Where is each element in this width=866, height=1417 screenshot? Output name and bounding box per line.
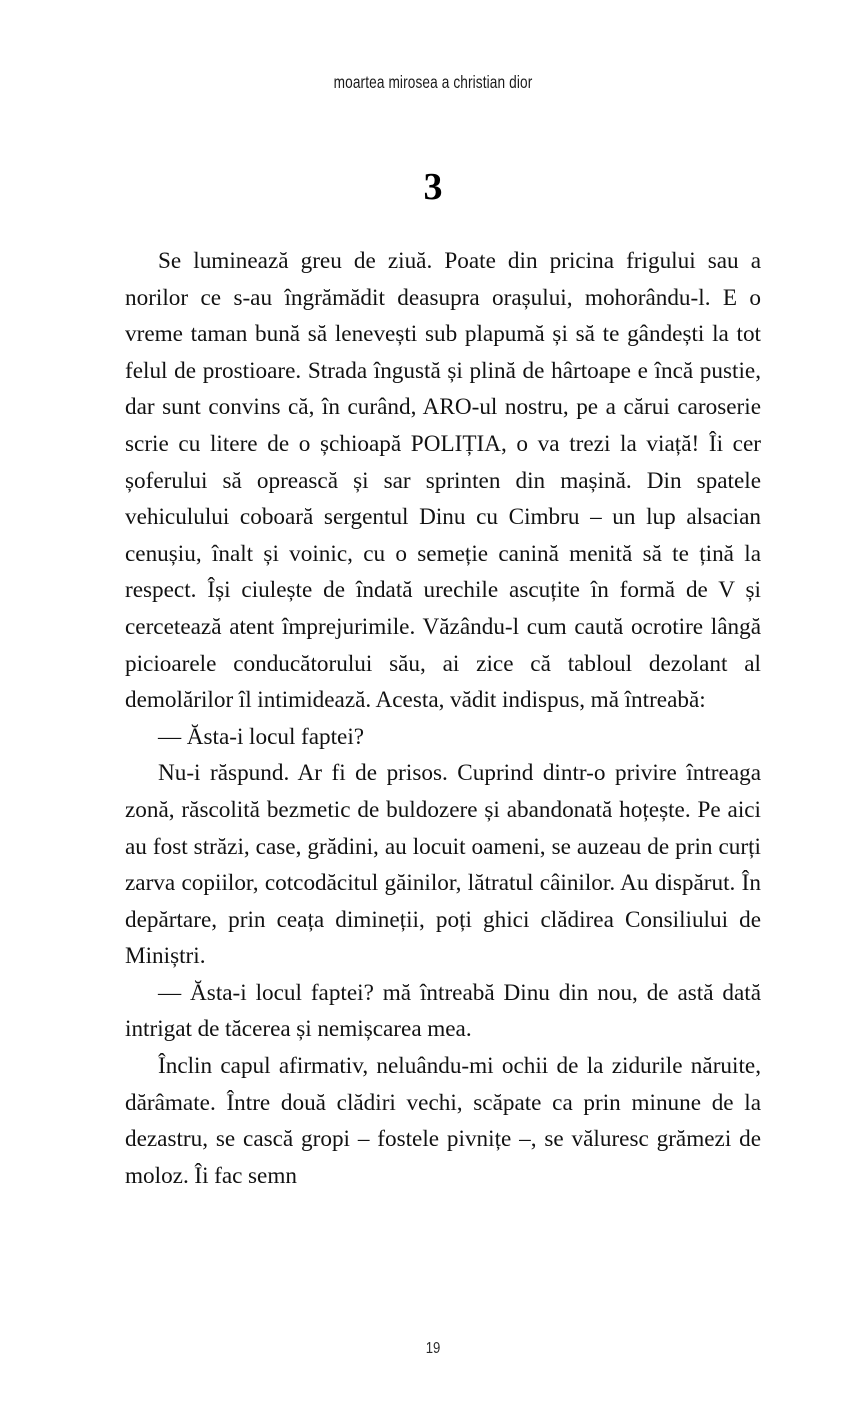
paragraph-dialogue: — Ăsta-i locul faptei? mă întreabă Dinu din nou, de astă dată intrigat de tăcerea și nemișcarea mea. xyxy=(125,979,761,1043)
paragraph: Înclin capul afirmativ, neluându-mi ochii de la zidurile năruite, dărâmate. Între două clădiri vechi, scăpate ca prin minune de la dezastru, se cască gropi – fostele pivnițe –, se văluresc grămezi de moloz. Îi fac semn xyxy=(125,1053,761,1189)
running-header: moartea mirosea a christian dior xyxy=(333,72,533,92)
page-number: 19 xyxy=(425,1340,441,1357)
paragraph: Nu-i răspund. Ar fi de prisos. Cuprind dintr-o privire întreaga zonă, răscolită bezmetic de buldozere și abandonată hoțește. Pe aici au fost străzi, case, grădini, au locuit oameni, se auzeau de prin curți zarva copiilor, cotcodăcitul găinilor, lătratul câinilor. Au dispărut. În depărtare, prin ceața dimineții, poți ghici clădirea Consiliului de Miniștri. xyxy=(125,760,761,970)
paragraph-dialogue: — Ăsta-i locul faptei? xyxy=(158,723,365,750)
chapter-number: 3 xyxy=(423,166,443,208)
body-text-block xyxy=(125,243,761,1194)
paragraph: Se luminează greu de ziuă. Poate din pricina frigului sau a norilor ce s-au îngrămădit deasupra orașului, mohorându-l. E o vreme taman bună să lenevești sub plapumă și să te gândești la tot felul de prostioare. Strada îngustă și plină de hârtoape e încă pustie, dar sunt convins că, în curând, ARO-ul nostru, pe a cărui caroserie scrie cu litere de o șchioapă POLIȚIA, o va trezi la viață! Îi cer șoferului să oprească și sar sprinten din mașină. Din spatele vehiculului coboară sergentul Dinu cu Cimbru – un lup alsacian cenușiu, înalt și voinic, cu o semeție canină menită să te țină la respect. Își ciulește de îndată urechile ascuțite în formă de V și cercetează atent împrejurimile. Văzându-l cum caută ocrotire lângă picioarele conducătorului său, ai zice că tabloul dezolant al demolărilor îl intimidează. Acesta, vădit indispus, mă întreabă: xyxy=(125,248,761,714)
